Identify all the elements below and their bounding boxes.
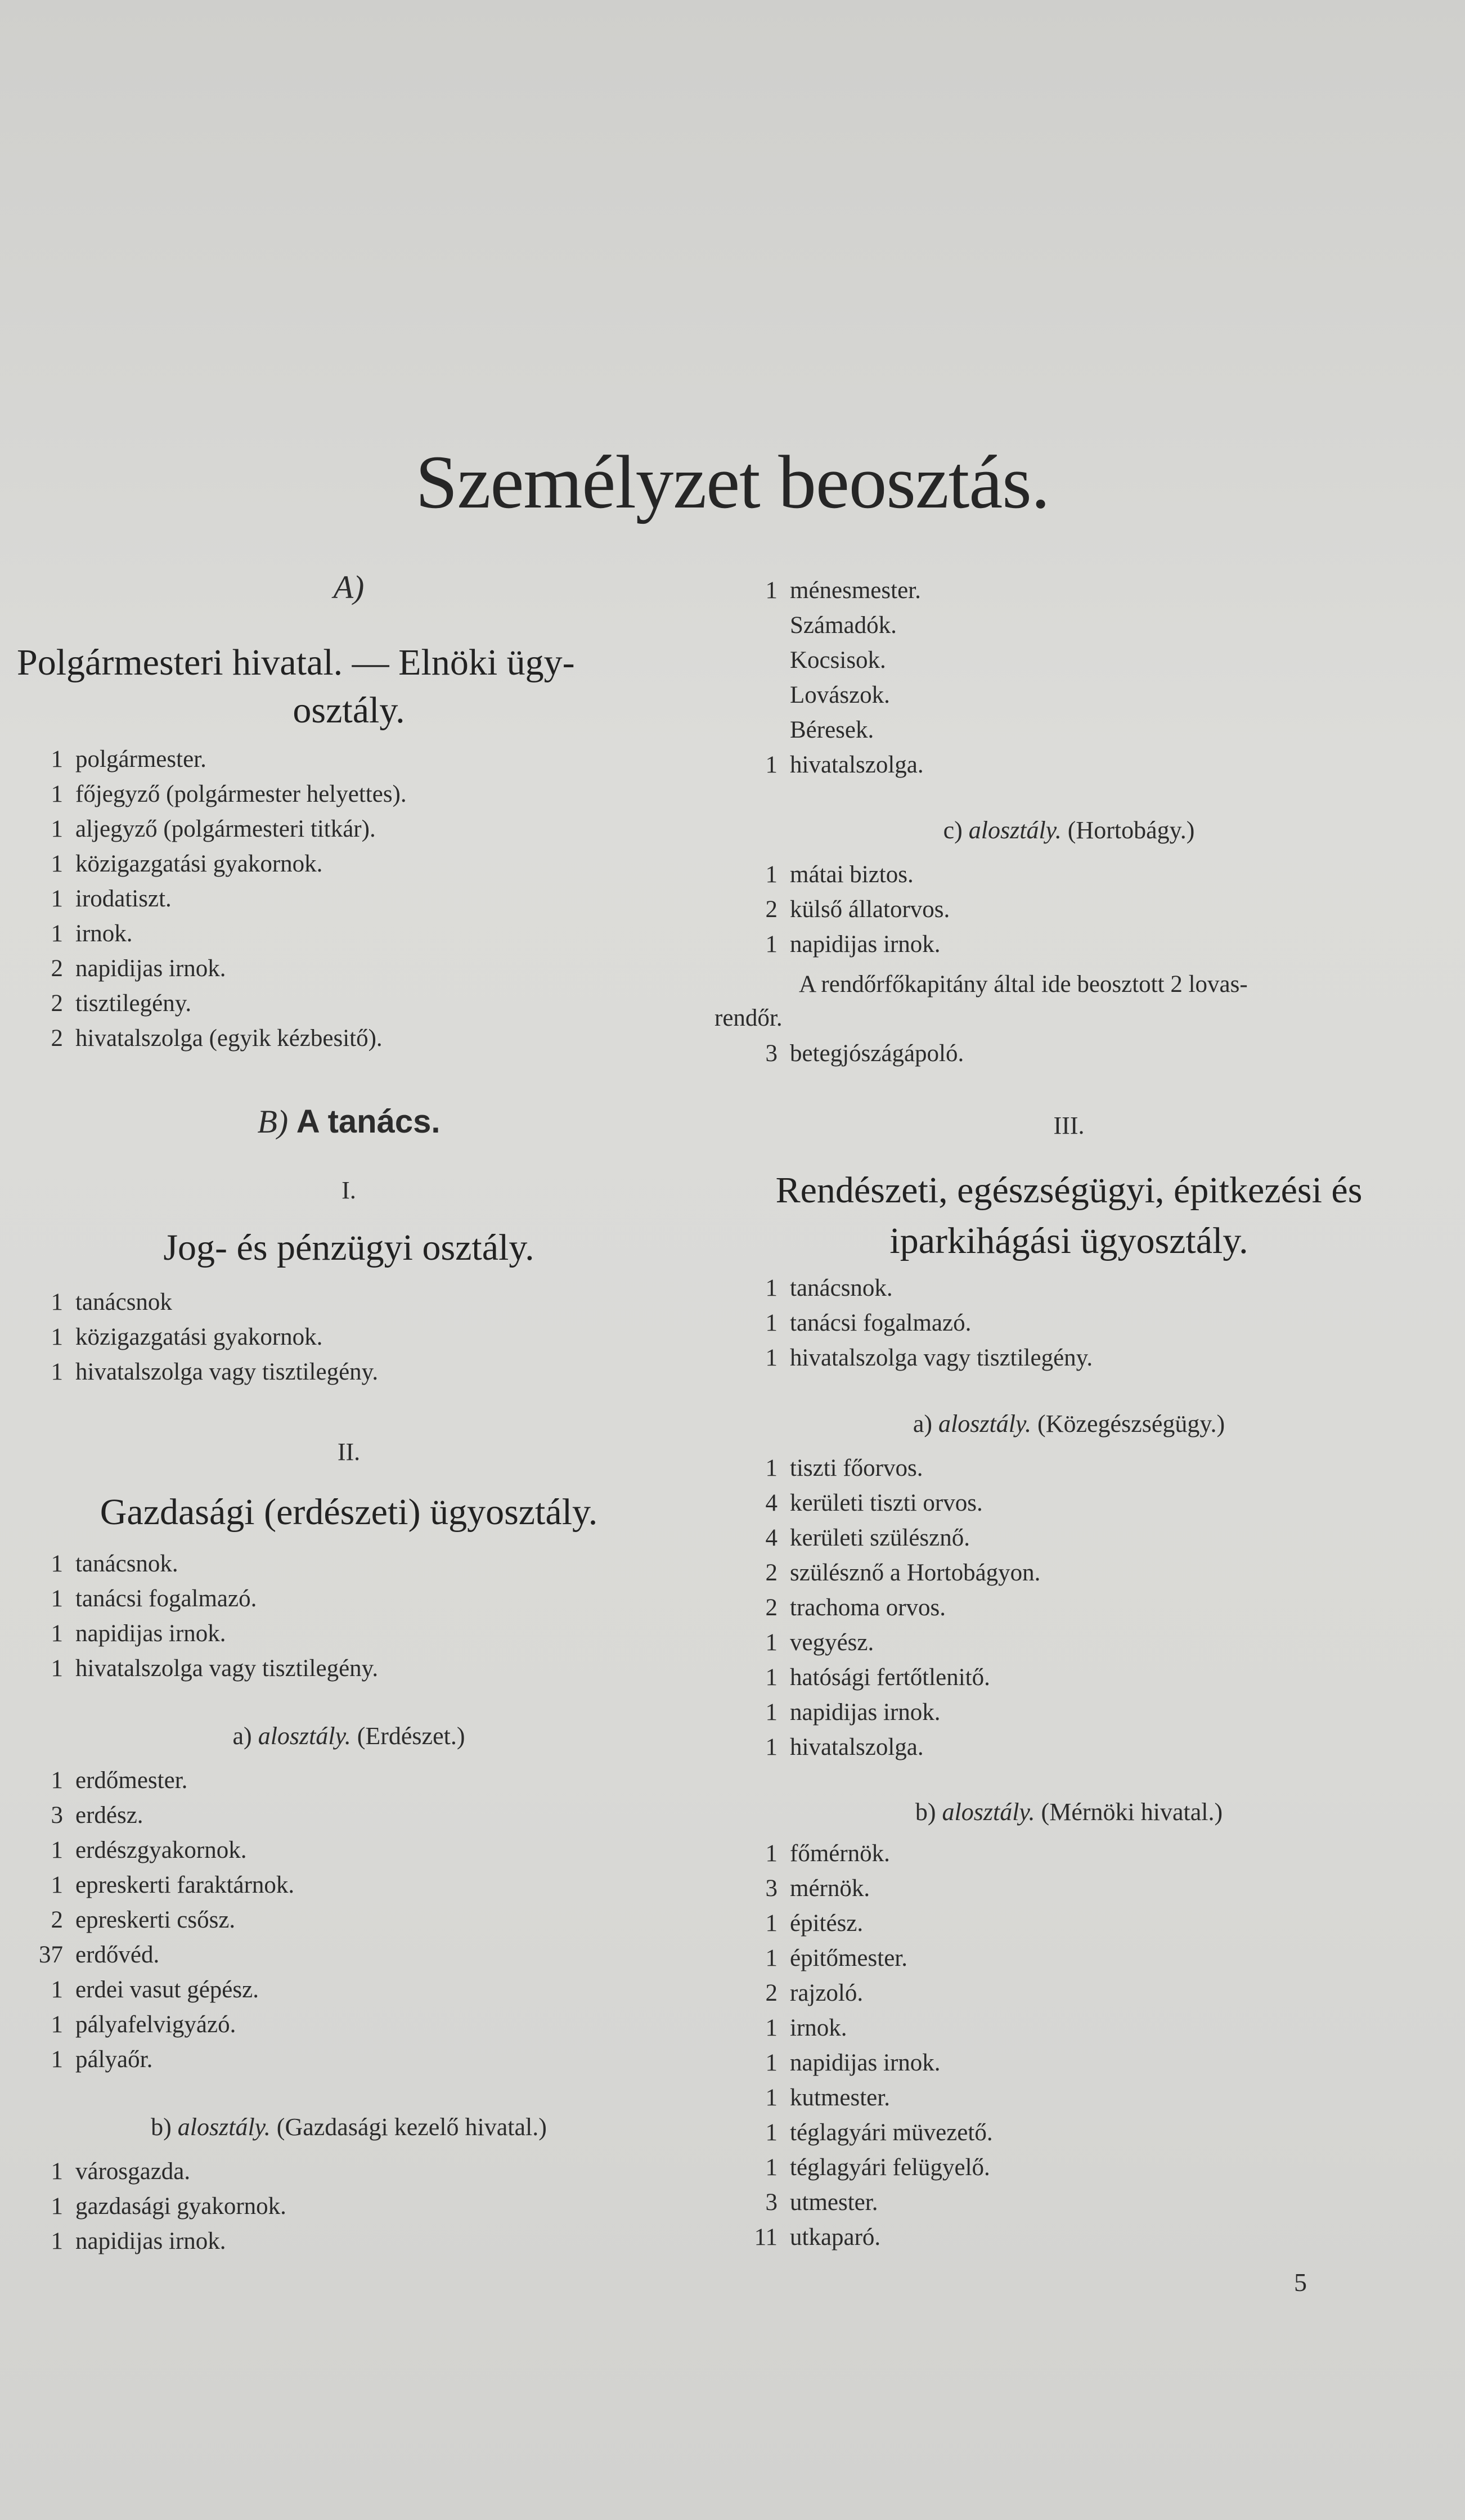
subsection-word: alosztály. <box>177 2113 271 2141</box>
item-text: tanácsi fogalmazó. <box>790 1310 972 1336</box>
item-text: főmérnök. <box>790 1840 890 1867</box>
list-item <box>23 1585 257 1612</box>
section-b-ii-heading: Gazdasági (erdészeti) ügyosztály. <box>100 1492 598 1533</box>
list-item <box>737 681 890 709</box>
list-item <box>737 1524 970 1552</box>
list-item <box>23 1655 378 1682</box>
list-item <box>23 1976 259 2004</box>
subsection-name: (Hortobágy.) <box>1067 816 1195 844</box>
item-text: vegyész. <box>790 1629 874 1656</box>
list-item <box>23 850 322 878</box>
item-text: tisztilegény. <box>75 990 192 1017</box>
item-count: 1 <box>51 1289 63 1315</box>
list-item <box>737 1629 874 1656</box>
item-text: erdőmester. <box>75 1767 188 1794</box>
item-count: 1 <box>765 2085 778 2111</box>
item-count: 1 <box>765 2119 778 2146</box>
list-item <box>23 2193 286 2220</box>
subsection-prefix: a) <box>232 1722 252 1750</box>
item-text: aljegyző (polgármesteri titkár). <box>75 816 376 842</box>
list-item <box>737 931 941 958</box>
subsection-word: alosztály. <box>942 1798 1035 1826</box>
item-text: napidijas irnok. <box>790 931 941 958</box>
section-b-iii-heading-line2: iparkihágási ügyosztály. <box>889 1220 1248 1261</box>
item-text: épitőmester. <box>790 1945 907 1971</box>
item-count: 1 <box>765 1840 778 1867</box>
item-count: 1 <box>51 2046 63 2073</box>
item-text: épitész. <box>790 1910 864 1937</box>
item-count: 1 <box>51 1620 63 1647</box>
item-count: 2 <box>51 955 63 982</box>
list-item <box>23 1906 235 1934</box>
item-text: erdővéd. <box>75 1942 160 1968</box>
item-count: 1 <box>51 2158 63 2185</box>
item-count: 1 <box>51 1359 63 1385</box>
page-number: 5 <box>1294 2268 1307 2297</box>
subsection-ii-c-heading <box>703 816 1435 845</box>
item-count: 1 <box>765 1734 778 1760</box>
item-count: 4 <box>765 1525 778 1551</box>
item-text: Számadók. <box>790 612 897 639</box>
item-text: hivatalszolga (egyik kézbesitő). <box>75 1025 383 1052</box>
list-item <box>23 1802 143 1829</box>
item-text: Lovászok. <box>790 682 890 708</box>
item-text: trachoma orvos. <box>790 1594 946 1621</box>
item-text: hivatalszolga vagy tisztilegény. <box>75 1359 379 1385</box>
list-item <box>23 1767 187 1794</box>
item-count: 1 <box>51 886 63 912</box>
list-item <box>737 896 950 923</box>
item-text: tiszti főorvos. <box>790 1455 923 1481</box>
item-count: 2 <box>51 1025 63 1052</box>
item-count: 1 <box>765 577 778 604</box>
subsection-word: alosztály. <box>258 1722 351 1750</box>
subsection-ii-c-note-line1: A rendőrfőkapitány által ide beosztott 2 lovas- <box>799 971 1248 998</box>
item-count: 1 <box>51 2193 63 2220</box>
section-b-iii-heading-line1: Rendészeti, egészségügyi, épitkezési és <box>775 1170 1363 1211</box>
list-item <box>737 2084 890 2112</box>
item-count: 2 <box>765 1980 778 2006</box>
list-item <box>23 1871 294 1899</box>
item-text: erdész. <box>75 1802 143 1829</box>
item-text: irnok. <box>75 920 133 947</box>
item-text: külső állatorvos. <box>790 896 950 923</box>
list-item <box>737 1344 1093 1372</box>
item-count: 1 <box>765 1664 778 1691</box>
item-text: tanácsnok. <box>790 1275 893 1301</box>
subsection-prefix: a) <box>913 1410 933 1438</box>
item-text: főjegyző (polgármester helyettes). <box>75 781 407 807</box>
item-count: 2 <box>51 990 63 1017</box>
subsection-prefix: b) <box>151 2113 172 2141</box>
item-text: téglagyári müvezető. <box>790 2119 993 2146</box>
item-count: 1 <box>765 861 778 888</box>
list-item <box>23 1323 322 1351</box>
item-text: irnok. <box>790 2015 847 2041</box>
item-text: mérnök. <box>790 1875 870 1902</box>
section-a-heading-line1: Polgármesteri hivatal. — Elnöki ügy- <box>17 642 575 683</box>
item-count: 1 <box>51 816 63 842</box>
list-item <box>737 751 924 779</box>
item-count: 1 <box>765 1910 778 1937</box>
item-text: kutmester. <box>790 2085 890 2111</box>
section-b-iii-roman: III. <box>1053 1112 1085 1139</box>
item-count: 1 <box>51 920 63 947</box>
item-count: 1 <box>765 2015 778 2041</box>
item-count: 1 <box>51 1585 63 1612</box>
item-text: Kocsisok. <box>790 647 886 673</box>
page-title: Személyzet beosztás. <box>415 441 1050 524</box>
list-item <box>23 920 133 947</box>
item-text: napidijas irnok. <box>75 1620 226 1647</box>
subsection-word: alosztály. <box>968 816 1062 844</box>
item-text: tanácsnok. <box>75 1551 178 1577</box>
section-b-i-heading: Jog- és pénzügyi osztály. <box>163 1227 534 1268</box>
item-count: 1 <box>51 1551 63 1577</box>
item-text: polgármester. <box>75 746 206 772</box>
list-item <box>737 1559 1040 1587</box>
subsection-word: alosztály. <box>938 1410 1032 1438</box>
list-item <box>23 815 376 843</box>
item-text: szülésznő a Hortobágyon. <box>790 1560 1041 1586</box>
item-text: utmester. <box>790 2189 878 2216</box>
item-text: közigazgatási gyakornok. <box>75 1324 323 1350</box>
list-item <box>23 885 172 913</box>
item-count: 1 <box>51 746 63 772</box>
section-b-title: A tanács. <box>296 1103 441 1140</box>
list-item <box>737 1699 941 1726</box>
item-count: 1 <box>51 851 63 877</box>
item-count: 2 <box>765 1594 778 1621</box>
list-item <box>737 861 914 888</box>
list-item <box>737 646 886 674</box>
item-text: pályafelvigyázó. <box>75 2011 236 2038</box>
item-count: 3 <box>765 1875 778 1902</box>
item-count: 1 <box>765 1629 778 1656</box>
subsection-name: (Közegészségügy.) <box>1037 1410 1225 1438</box>
section-a-label: A) <box>333 569 365 605</box>
list-item <box>737 1733 924 1761</box>
item-text: ménesmester. <box>790 577 921 604</box>
item-text: gazdasági gyakornok. <box>75 2193 286 2220</box>
subsection-iii-a-heading <box>703 1409 1435 1438</box>
list-item <box>737 1910 863 1937</box>
list-item <box>737 1274 893 1302</box>
subsection-ii-b-heading <box>0 2113 698 2141</box>
subsection-name: (Mérnöki hivatal.) <box>1041 1798 1223 1826</box>
section-b-i-roman: I. <box>341 1176 356 1204</box>
item-count: 1 <box>51 1655 63 1682</box>
item-text: epreskerti faraktárnok. <box>75 1872 295 1898</box>
item-text: hivatalszolga vagy tisztilegény. <box>75 1655 379 1682</box>
item-text: betegjószágápoló. <box>790 1040 964 1067</box>
item-text: tanácsnok <box>75 1289 172 1315</box>
list-item <box>737 1944 907 1972</box>
item-count: 1 <box>765 931 778 958</box>
item-text: napidijas irnok. <box>790 2050 941 2076</box>
item-text: téglagyári felügyelő. <box>790 2154 990 2181</box>
item-text: városgazda. <box>75 2158 191 2185</box>
item-count: 1 <box>765 2154 778 2181</box>
item-text: Béresek. <box>790 717 874 743</box>
list-item <box>737 1979 863 2007</box>
list-item <box>23 1620 226 1647</box>
item-count: 3 <box>765 1040 778 1067</box>
list-item <box>737 1664 990 1691</box>
item-text: közigazgatási gyakornok. <box>75 851 323 877</box>
item-text: tanácsi fogalmazó. <box>75 1585 257 1612</box>
subsection-prefix: b) <box>915 1798 936 1826</box>
list-item <box>737 2049 941 2077</box>
list-item <box>737 1594 946 1621</box>
item-count: 11 <box>754 2224 778 2251</box>
item-text: pályaőr. <box>75 2046 153 2073</box>
section-b-ii-roman: II. <box>337 1438 361 1466</box>
list-item <box>23 990 191 1017</box>
item-count: 1 <box>51 1977 63 2003</box>
subsection-name: (Gazdasági kezelő hivatal.) <box>276 2113 547 2141</box>
item-count: 1 <box>51 1837 63 1863</box>
list-item <box>23 955 226 982</box>
item-text: hivatalszolga. <box>790 752 924 778</box>
item-count: 1 <box>765 1345 778 1371</box>
item-count: 1 <box>51 1324 63 1350</box>
subsection-ii-a-heading <box>0 1722 698 1750</box>
item-count: 1 <box>765 1699 778 1726</box>
list-item <box>23 1358 378 1386</box>
list-item <box>23 780 407 808</box>
item-text: kerületi szülésznő. <box>790 1525 970 1551</box>
list-item <box>737 1454 923 1482</box>
item-count: 1 <box>765 2050 778 2076</box>
subsection-iii-b-heading <box>703 1798 1435 1826</box>
subsection-ii-c-last-item <box>737 1040 964 1067</box>
section-b-letter: B) <box>257 1103 289 1140</box>
item-count: 2 <box>765 1560 778 1586</box>
item-count: 1 <box>765 1310 778 1336</box>
item-text: mátai biztos. <box>790 861 914 888</box>
list-item <box>23 1025 383 1052</box>
item-text: utkaparó. <box>790 2224 881 2251</box>
list-item <box>23 2011 236 2038</box>
item-text: napidijas irnok. <box>75 955 226 982</box>
item-count: 2 <box>765 896 778 923</box>
list-item <box>23 1288 172 1316</box>
list-item <box>737 2223 880 2251</box>
list-item <box>23 1550 178 1578</box>
item-count: 2 <box>51 1907 63 1933</box>
list-item <box>23 745 206 773</box>
item-text: hivatalszolga. <box>790 1734 924 1760</box>
item-count: 4 <box>765 1490 778 1516</box>
subsection-prefix: c) <box>943 816 963 844</box>
item-count: 1 <box>765 1455 778 1481</box>
item-count: 1 <box>51 781 63 807</box>
item-text: napidijas irnok. <box>75 2228 226 2254</box>
item-count: 1 <box>51 2228 63 2254</box>
list-item <box>23 1941 159 1969</box>
item-count: 1 <box>51 1767 63 1794</box>
item-text: hatósági fertőtlenitő. <box>790 1664 990 1691</box>
list-item <box>737 1840 890 1867</box>
subsection-name: (Erdészet.) <box>357 1722 465 1750</box>
list-item <box>23 2227 226 2255</box>
list-item <box>737 2119 993 2146</box>
list-item <box>23 2046 152 2073</box>
list-item <box>737 1309 971 1337</box>
item-count: 1 <box>51 1872 63 1898</box>
item-text: kerületi tiszti orvos. <box>790 1490 983 1516</box>
list-item <box>737 1875 870 1902</box>
item-text: epreskerti csősz. <box>75 1907 236 1933</box>
item-count: 3 <box>765 2189 778 2216</box>
item-count: 1 <box>765 752 778 778</box>
subsection-ii-c-note-line2: rendőr. <box>714 1005 783 1031</box>
list-item <box>737 577 921 604</box>
list-item <box>737 2154 990 2181</box>
item-text: rajzoló. <box>790 1980 864 2006</box>
item-count: 1 <box>765 1275 778 1301</box>
item-text: erdei vasut gépész. <box>75 1977 259 2003</box>
item-text: irodatiszt. <box>75 886 172 912</box>
list-item <box>737 716 874 744</box>
item-count: 3 <box>51 1802 63 1829</box>
item-text: hivatalszolga vagy tisztilegény. <box>790 1345 1093 1371</box>
item-count: 1 <box>765 1945 778 1971</box>
section-b-label <box>0 1103 698 1140</box>
item-text: erdészgyakornok. <box>75 1837 247 1863</box>
section-a-heading-line2: osztály. <box>293 690 405 731</box>
list-item <box>23 2158 190 2185</box>
item-count: 37 <box>39 1942 63 1968</box>
list-item <box>737 2014 847 2042</box>
item-count: 1 <box>51 2011 63 2038</box>
list-item <box>737 1489 983 1517</box>
item-text: napidijas irnok. <box>790 1699 941 1726</box>
list-item <box>23 1836 246 1864</box>
list-item <box>737 2189 878 2216</box>
list-item <box>737 612 897 639</box>
